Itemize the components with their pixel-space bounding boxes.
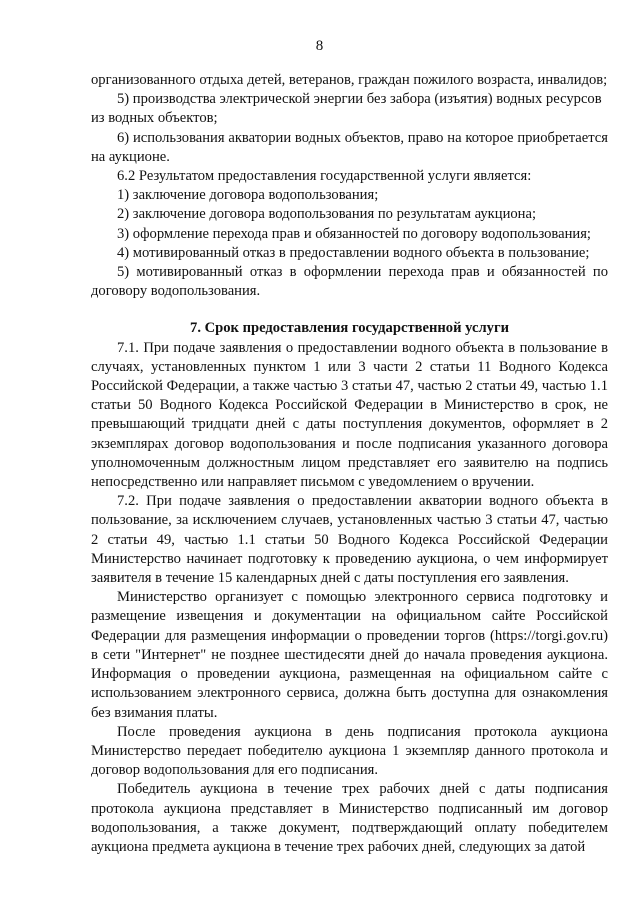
paragraph: 7.2. При подаче заявления о предоставлении акватории водного объекта в пользование, за исключением случаев, установленных частью 3 статьи 47, частью 2 статьи 49, частью 1.1 статьи 50 Водного Кодекса Российской Федерации Министерство начинает подготовку к проведению аукциона, о чем информирует заявителя в течение 15 календарных дней с даты поступления его заявления. (91, 493, 608, 587)
paragraph: 4) мотивированный отказ в предоставлении водного объекта в пользование; (117, 244, 590, 261)
paragraph: 6.2 Результатом предоставления государственной услуги является: (117, 168, 532, 185)
paragraph: 6) использования акватории водных объектов, право на которое приобретается на аукционе. (91, 129, 608, 165)
paragraph: 3) оформление перехода прав и обязанностей по договору водопользования; (117, 225, 591, 242)
section-heading: 7. Срок предоставления государственной услуги (190, 320, 509, 337)
paragraph: 7.1. При подаче заявления о предоставлении водного объекта в пользование в случаях, установленных пунктом 1 или 3 части 2 статьи 11 Водного Кодекса Российской Федерации, а также частью 3 статьи 47, частью 2 статьи 49, частью 1.1 статьи 50 Водного Кодекса Российской Федерации в Министерство в срок, не превышающий тридцати дней с даты поступления документов, оформляет в 2 экземплярах договор водопользования и после подписания указанного договора уполномоченным должностным лицом представляет его заявителю на подпись непосредственно или направляет письмом с уведомлением о вручении. (91, 339, 608, 491)
paragraph: из водных объектов; (91, 110, 218, 127)
paragraph: После проведения аукциона в день подписания протокола аукциона Министерство передает победителю аукциона 1 экземпляр данного протокола и договор водопользования для его подписания. (91, 723, 608, 779)
paragraph: 5) мотивированный отказ в оформлении перехода прав и обязанностей по договору водопользования. (91, 264, 608, 300)
section-6-continuation (91, 71, 608, 301)
page-number: 8 (315, 38, 324, 54)
paragraph: Министерство организует с помощью электронного сервиса подготовку и размещение извещения и документации на официальном сайте Российской Федерации для размещения информации о проведении торгов (https://torgi.gov.ru) в сети "Интернет" не позднее шестидесяти дней до начала проведения аукциона. Информация о проведении аукциона, размещенная на официальном сайте с использованием электронного сервиса, должна быть доступна для ознакомления без взимания платы. (91, 589, 608, 721)
paragraph: 2) заключение договора водопользования по результатам аукциона; (117, 206, 537, 223)
document-body (91, 71, 608, 857)
paragraph: 1) заключение договора водопользования; (117, 187, 379, 204)
paragraph: Победитель аукциона в течение трех рабочих дней с даты подписания протокола аукциона представляет в Министерство подписанный им договор водопользования, а также документ, подтверждающий оплату победителем аукциона предмета аукциона в течение трех рабочих дней, следующих за датой (91, 781, 608, 855)
section-7-body (91, 339, 608, 857)
paragraph: организованного отдыха детей, ветеранов, граждан пожилого возраста, инвалидов; (91, 72, 608, 88)
paragraph: 5) производства электрической энергии без забора (изъятия) водных ресурсов (117, 91, 602, 108)
